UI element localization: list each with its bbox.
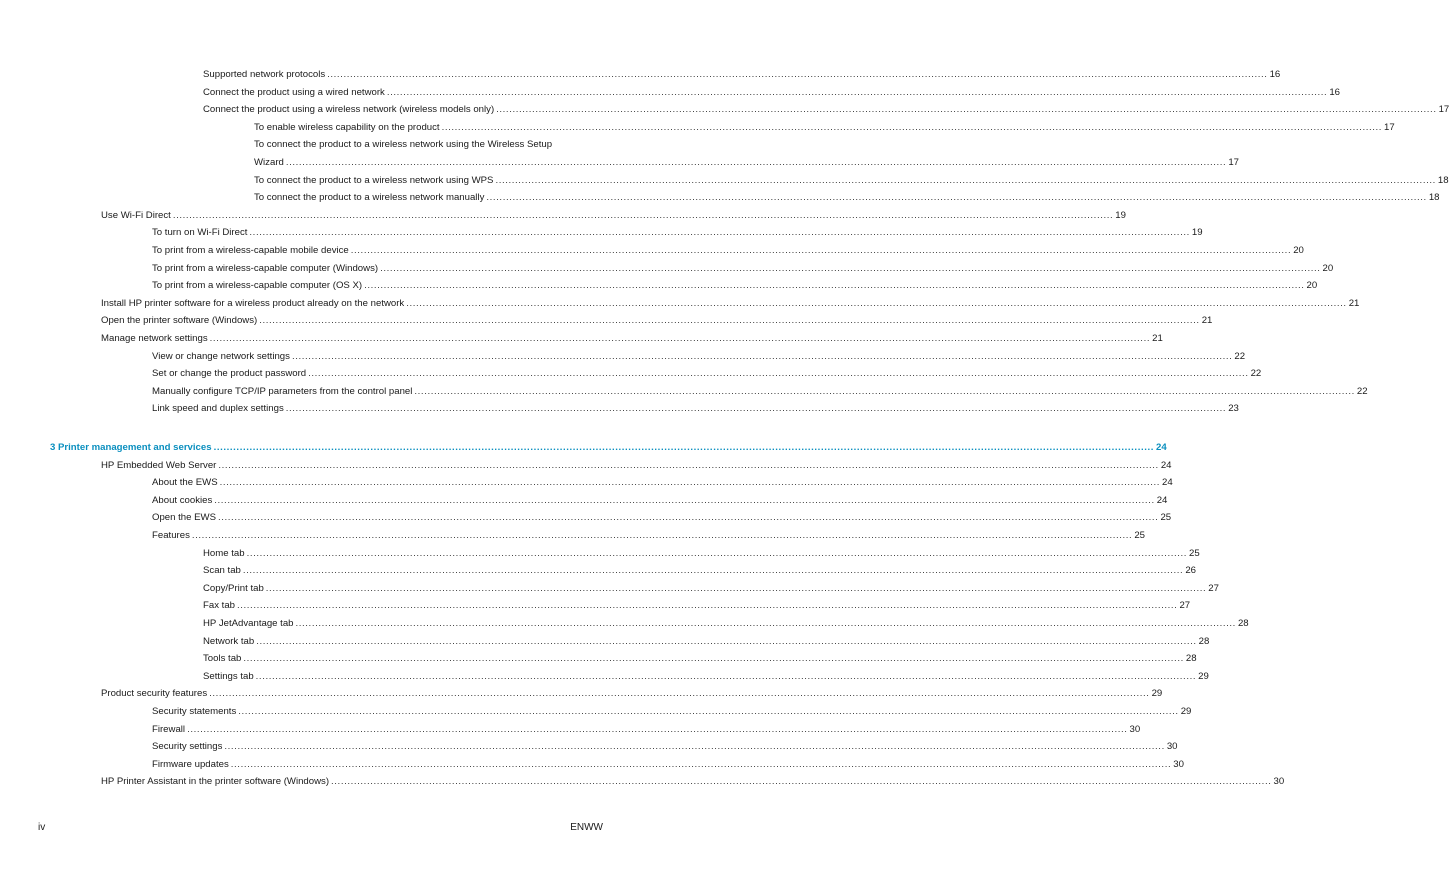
toc-entry-page: 19 <box>1191 227 1203 239</box>
leader-dots <box>387 84 1327 102</box>
toc-entry-title: To connect the product to a wireless network using WPS <box>254 174 494 186</box>
toc-entry[interactable] <box>152 365 1262 383</box>
toc-entry-title: About cookies <box>152 494 213 506</box>
toc-entry[interactable] <box>152 260 1334 278</box>
toc-entry-page: 25 <box>1134 530 1145 541</box>
toc-entry-title: Settings tab <box>203 670 254 682</box>
toc-entry-title: To connect the product to a wireless network manually <box>254 192 485 204</box>
toc-chapter-title: 3 Printer management and services <box>50 442 212 453</box>
toc-entry-page: 21 <box>1348 297 1360 309</box>
toc-entry-title: Supported network protocols <box>203 69 326 80</box>
toc-entry-page: 17 <box>1228 156 1239 168</box>
toc-entry-title: Open the EWS <box>152 512 216 524</box>
leader-dots <box>266 580 1206 598</box>
toc-entry[interactable] <box>152 400 1239 418</box>
toc-entry-title: Firmware updates <box>152 758 229 770</box>
leader-dots <box>214 492 1154 510</box>
toc-entry-page: 24 <box>1160 459 1172 471</box>
toc-entry-page: 29 <box>1180 706 1192 717</box>
toc-entry[interactable] <box>203 84 1340 102</box>
toc-entry-page: 22 <box>1356 385 1368 397</box>
toc-entry[interactable] <box>152 756 1184 774</box>
toc-entry-title: HP Printer Assistant in the printer software (Windows) <box>101 776 330 788</box>
toc-entry-page: 28 <box>1237 618 1249 629</box>
toc-entry-title: Link speed and duplex settings <box>152 403 284 415</box>
toc-entry[interactable] <box>203 597 1191 615</box>
toc-entry-title: To print from a wireless-capable computer (OS X) <box>152 280 363 292</box>
toc-entry[interactable] <box>203 545 1200 563</box>
toc-entry[interactable] <box>203 66 1281 84</box>
leader-dots <box>406 295 1346 313</box>
toc-entry-title: HP Embedded Web Server <box>101 459 217 471</box>
toc-entry-page: 26 <box>1185 565 1196 577</box>
toc-entry-page: 19 <box>1115 209 1126 221</box>
leader-dots <box>327 66 1267 84</box>
toc-entry[interactable] <box>152 348 1246 366</box>
toc-entry[interactable] <box>203 615 1249 633</box>
toc-entry-title: Security statements <box>152 706 237 717</box>
toc-entry[interactable] <box>254 119 1395 137</box>
leader-dots <box>496 101 1436 119</box>
toc-entry-title: To turn on Wi-Fi Direct <box>152 227 248 239</box>
toc-entry[interactable] <box>203 633 1210 651</box>
toc-entry-title: Open the printer software (Windows) <box>101 315 258 327</box>
toc-entry-page: 17 <box>1384 121 1395 133</box>
toc-entry-page: 30 <box>1173 758 1184 770</box>
leader-dots <box>495 172 1435 190</box>
toc-entry-page: 21 <box>1201 315 1213 327</box>
leader-dots <box>259 312 1199 330</box>
toc-entry[interactable] <box>203 650 1197 668</box>
toc-entry-page: 25 <box>1160 512 1172 524</box>
toc-entry[interactable] <box>152 509 1172 527</box>
leader-dots <box>247 545 1187 563</box>
toc-entry[interactable] <box>254 189 1440 207</box>
toc-entry[interactable] <box>101 330 1163 348</box>
toc-entry-page: 17 <box>1438 104 1449 116</box>
leader-dots <box>214 439 1154 457</box>
leader-dots <box>173 207 1113 225</box>
toc-entry[interactable] <box>254 172 1449 190</box>
toc-entry[interactable] <box>203 101 1449 119</box>
toc-entry-title: Connect the product using a wireless network (wireless models only) <box>203 104 495 116</box>
leader-dots <box>243 650 1183 668</box>
leader-dots <box>243 562 1183 580</box>
toc-entry[interactable] <box>203 580 1219 598</box>
toc-entry-title: To print from a wireless-capable computer (Windows) <box>152 262 379 274</box>
leader-dots <box>231 756 1171 774</box>
toc-entry-title: Home tab <box>203 547 245 559</box>
toc-entry-page: 18 <box>1428 192 1440 204</box>
leader-dots <box>414 383 1354 401</box>
leader-dots <box>192 527 1132 545</box>
toc-entry[interactable] <box>101 207 1126 225</box>
leader-dots <box>256 668 1196 686</box>
toc-entry[interactable] <box>152 738 1178 756</box>
toc-entry-title: Set or change the product password <box>152 368 307 380</box>
leader-dots <box>286 154 1226 172</box>
toc-entry-page: 27 <box>1208 582 1219 594</box>
toc-entry-page: 28 <box>1198 635 1210 647</box>
toc-entry[interactable] <box>101 457 1172 475</box>
toc-entry-page: 30 <box>1273 776 1285 788</box>
toc-entry-title: View or change network settings <box>152 350 290 362</box>
leader-dots <box>249 224 1189 242</box>
toc-entry-title: Manually configure TCP/IP parameters from the control panel <box>152 385 413 397</box>
toc-entry-title: Use Wi-Fi Direct <box>101 209 171 221</box>
toc-entry-title: Features <box>152 530 190 541</box>
toc-entry[interactable] <box>152 383 1368 401</box>
leader-dots <box>292 348 1232 366</box>
toc-entry-title: Firewall <box>152 723 186 735</box>
toc-entry-page: 28 <box>1185 653 1197 665</box>
toc-entry[interactable] <box>152 703 1192 721</box>
leader-dots <box>220 474 1160 492</box>
toc-entry-page: 24 <box>1156 494 1168 506</box>
toc-entry-page: 25 <box>1189 547 1200 559</box>
toc-entry[interactable] <box>152 277 1318 295</box>
toc-entry[interactable] <box>101 295 1360 313</box>
toc-entry-title: Copy/Print tab <box>203 582 264 594</box>
toc-entry-title: About the EWS <box>152 477 218 489</box>
toc-entry[interactable] <box>101 773 1285 791</box>
toc-entry-page: 21 <box>1152 333 1163 344</box>
toc-entry[interactable] <box>152 474 1173 492</box>
toc-entry-page: 22 <box>1250 368 1262 380</box>
toc-entry-title: HP JetAdvantage tab <box>203 618 294 629</box>
leader-dots <box>238 703 1178 721</box>
toc-entry-page: 29 <box>1151 688 1163 700</box>
leader-dots <box>308 365 1248 383</box>
leader-dots <box>218 509 1158 527</box>
leader-dots <box>286 400 1226 418</box>
toc-entry-title: Scan tab <box>203 565 241 577</box>
leader-dots <box>442 119 1382 137</box>
toc-entry-title: To print from a wireless-capable mobile device <box>152 245 349 256</box>
leader-dots <box>187 721 1127 739</box>
toc-entry-title: Manage network settings <box>101 333 208 344</box>
toc-entry-page: 27 <box>1179 600 1191 612</box>
leader-dots <box>364 277 1304 295</box>
leader-dots <box>224 738 1164 756</box>
toc-chapter-entry[interactable] <box>50 439 1167 457</box>
leader-dots <box>380 260 1320 278</box>
toc-entry-page: 23 <box>1228 403 1239 415</box>
toc-entry-title: Fax tab <box>203 600 235 612</box>
toc-chapter-page: 24 <box>1156 442 1167 453</box>
toc-entry-page: 29 <box>1198 670 1209 682</box>
toc-entry-page: 16 <box>1329 86 1340 98</box>
toc-entry[interactable] <box>101 685 1163 703</box>
leader-dots <box>256 633 1196 651</box>
toc-entry-page: 20 <box>1322 262 1334 274</box>
toc-entry-title: Install HP printer software for a wireless product already on the network <box>101 297 405 309</box>
toc-entry-page: 24 <box>1162 477 1173 489</box>
toc-entry[interactable] <box>152 527 1145 545</box>
toc-entry-title: Connect the product using a wired network <box>203 86 385 98</box>
footer-label: ENWW <box>570 822 603 833</box>
leader-dots <box>486 189 1426 207</box>
toc-entry[interactable] <box>203 562 1196 580</box>
toc-entry-title: To enable wireless capability on the product <box>254 121 440 133</box>
leader-dots <box>331 773 1271 791</box>
toc-entry-page: 20 <box>1306 280 1318 292</box>
toc-entry-page: 22 <box>1234 350 1246 362</box>
toc-entry-page: 30 <box>1129 723 1141 735</box>
page-number: iv <box>38 822 46 833</box>
toc-entry[interactable] <box>203 668 1209 686</box>
toc-entry-page: 20 <box>1293 245 1304 256</box>
toc-entry[interactable] <box>152 224 1203 242</box>
toc-entry-title-line2: Wizard <box>254 156 284 168</box>
toc-entry-page: 30 <box>1166 741 1178 753</box>
leader-dots <box>209 685 1149 703</box>
leader-dots <box>210 330 1150 348</box>
leader-dots <box>237 597 1177 615</box>
toc-entry-title: Tools tab <box>203 653 242 665</box>
toc-entry[interactable] <box>152 242 1304 260</box>
toc-entry[interactable] <box>152 721 1141 739</box>
toc-entry-title: Security settings <box>152 741 223 753</box>
toc-entry-title: Product security features <box>101 688 208 700</box>
toc-entry-title-line1: To connect the product to a wireless network using the Wireless Setup <box>254 139 553 151</box>
toc-entry-page: 18 <box>1437 174 1449 186</box>
leader-dots <box>296 615 1236 633</box>
toc-entry[interactable] <box>101 312 1213 330</box>
toc-entry[interactable] <box>254 136 1239 171</box>
leader-dots <box>218 457 1158 475</box>
toc-entry-page: 16 <box>1269 69 1281 80</box>
toc-entry-title: Network tab <box>203 635 255 647</box>
leader-dots <box>351 242 1291 260</box>
toc-entry[interactable] <box>152 492 1168 510</box>
